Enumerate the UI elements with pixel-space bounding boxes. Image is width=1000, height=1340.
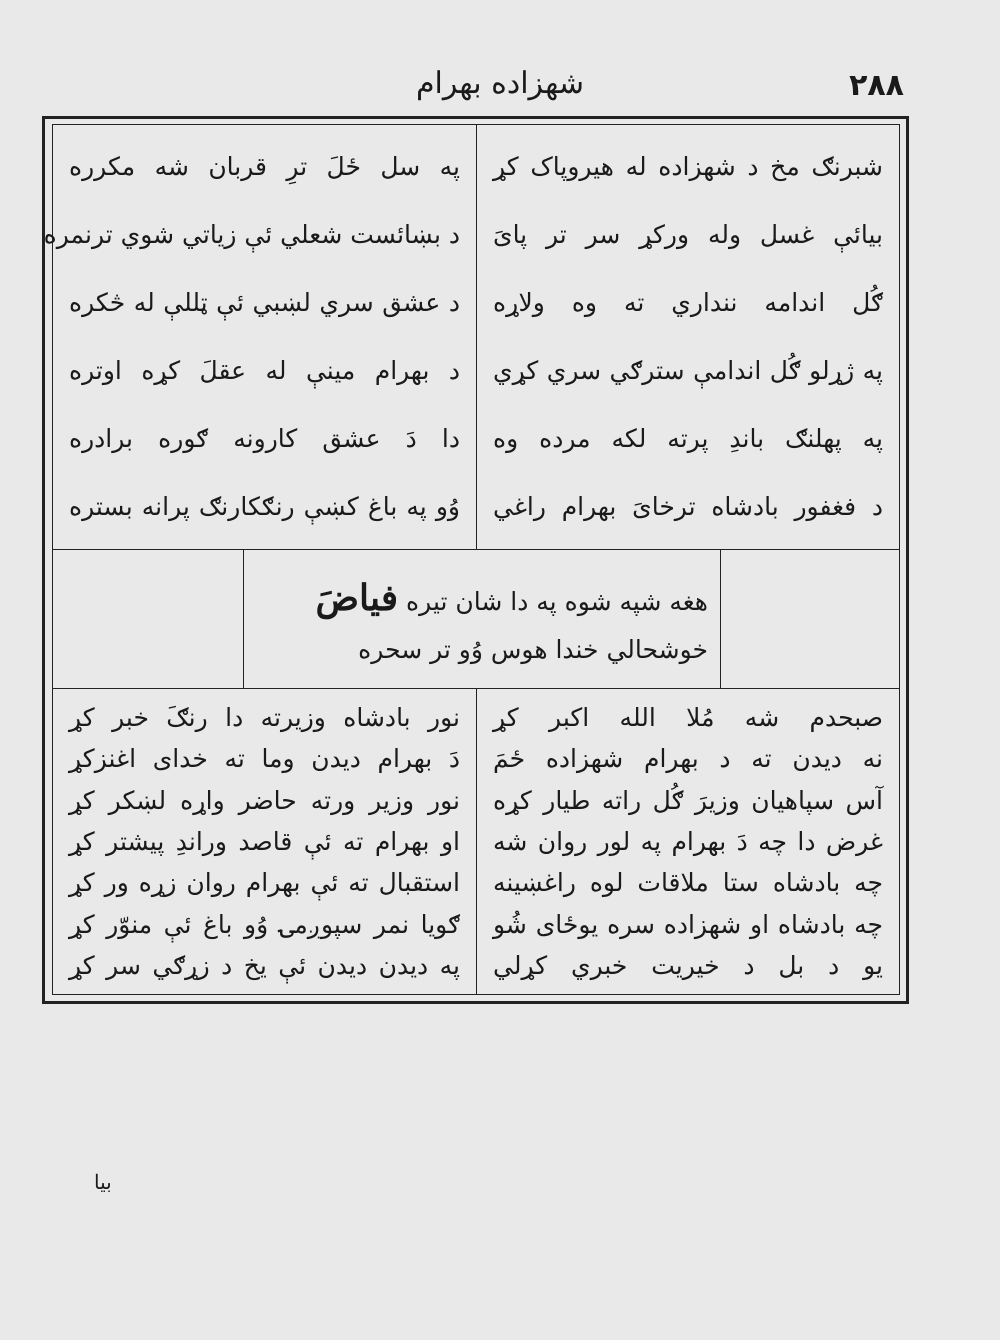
couplet-line-1-text: هغه شپه شوه په دا شان تیره xyxy=(406,586,708,616)
verse-line: نور وزیر ورته حاضر واړه لښکر کړ xyxy=(69,785,460,815)
verse-line: ګُل اندامه ننداري ته وه ولاړه xyxy=(493,288,883,317)
page-number: ۲۸۸ xyxy=(849,68,904,103)
verse-line: یو د بل د خیریت خبري کړلي xyxy=(493,951,883,981)
verse-line: په سل ځلَ ترِ قربان شه مکرره xyxy=(69,152,460,181)
verse-line: غرض دا چه دَ بهرام په لور روان شه xyxy=(493,826,883,856)
bottom-verse-block xyxy=(53,689,899,995)
verse-line: د فغفور بادشاه ترخایَ بهرام راغي xyxy=(493,492,883,521)
text-frame xyxy=(43,124,900,995)
verse-line: په ژړلو ګُل اندامې سترګي سري کړي xyxy=(493,356,883,385)
page-header xyxy=(0,62,1000,118)
verse-column-right xyxy=(476,125,899,549)
verse-line: بیائې غسل وله ورکړ سر تر پایَ xyxy=(493,220,883,249)
couplet-line-2: خوشحالي خندا هوس وُو تر سحره xyxy=(358,634,708,664)
verse-line: او بهرام ته ئې قاصد وراندِ پیشتر کړ xyxy=(69,826,460,856)
verse-column-right xyxy=(476,689,899,995)
verse-line: دَ بهرام دیدن وما ته خدای اغنزکړ xyxy=(69,744,460,774)
verse-line: آس سپاهیان وزیرَ ګُل راته طیار کړه xyxy=(493,785,883,815)
verse-line: صبحدم شه مُلا الله اکبر کړ xyxy=(493,702,883,732)
verse-line: په پهلنګ باندِ پرته لکه مرده وه xyxy=(493,424,883,453)
verse-line: ګویا نمر سپوږمۍ وُو باغ ئې منوّر کړ xyxy=(69,909,460,939)
top-verse-block xyxy=(43,125,899,550)
verse-line: نور بادشاه وزیرته دا رنګَ خبر کړ xyxy=(69,702,460,732)
poet-name: فیاضَ xyxy=(315,576,399,619)
verse-column-left xyxy=(43,125,476,549)
verse-line: چه بادشاه ستا ملاقات لوه راغښینه xyxy=(493,868,883,898)
verse-line: دا دَ عشق کارونه ګوره برادره xyxy=(69,424,460,453)
couplet-line-1 xyxy=(256,568,708,629)
verse-line: نه دیدن ته د بهرام شهزاده ځمَ xyxy=(493,744,883,774)
page-title: شهزاده بهرام xyxy=(415,66,585,101)
verse-line: وُو په باغ کښې رنګکارنګ پرانه بستره xyxy=(69,492,460,521)
catchword: بیا xyxy=(94,1170,112,1194)
verse-line: شبرنګ مخ د شهزاده له هیروپاک کړ xyxy=(493,152,883,181)
signature-couplet-block xyxy=(53,550,899,689)
verse-line: د بښائست شعلي ئې زیاتي شوي ترنمره xyxy=(43,220,460,249)
verse-line: چه بادشاه او شهزاده سره یوځای شُو xyxy=(493,909,883,939)
verse-line: استقبال ته ئې بهرام روان زړه ور کړ xyxy=(69,868,460,898)
verse-line: د عشق سري لښبي ئې ټللې له څکره xyxy=(69,288,460,317)
signature-couplet xyxy=(243,550,721,689)
verse-line: په دیدن دیدن ئې یخ د زړګي سر کړ xyxy=(69,951,460,981)
verse-line: د بهرام مینې له عقلَ کړه اوتره xyxy=(69,356,460,385)
verse-column-left xyxy=(53,689,476,995)
